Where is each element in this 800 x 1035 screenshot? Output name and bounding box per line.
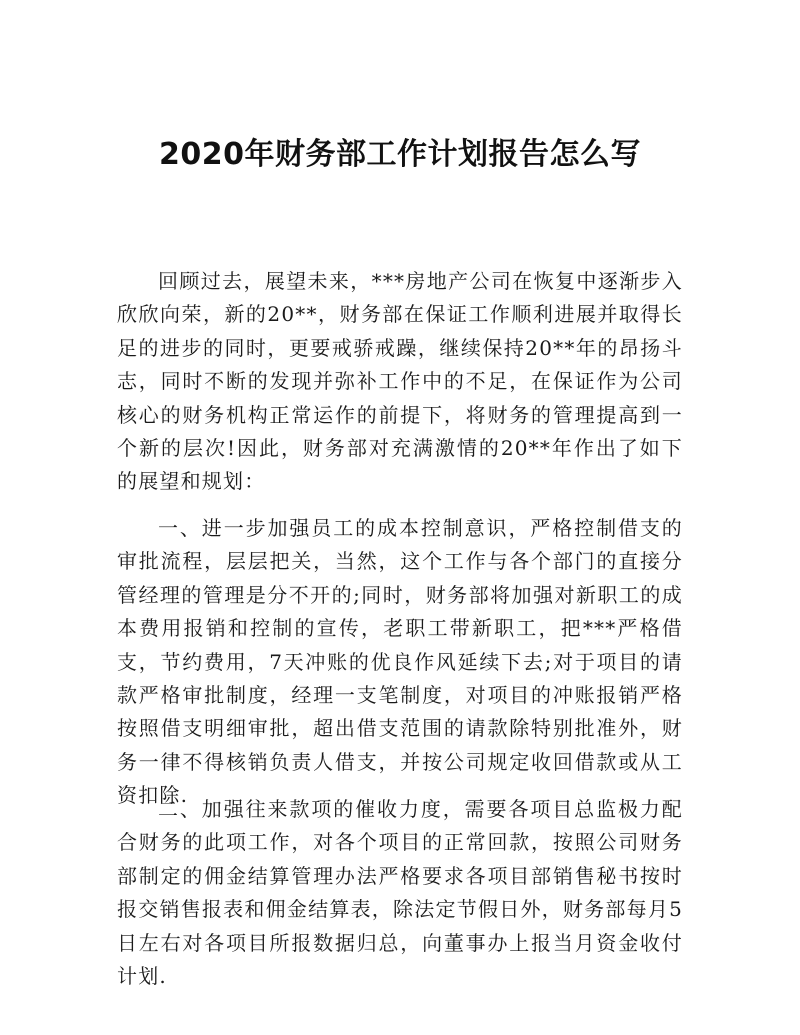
paragraph-item-two: 二、加强往来款项的催收力度，需要各项目总监极力配合财务的此项工作，对各个项目的正常回款，按照公司财务部制定的佣金结算管理办法严格要求各项目部销售秘书按时报交销售报表和佣金结算表，除法定节假日外，财务部每月5日左右对各项目所报数据归总，向董事办上报当月资金收付计划. xyxy=(117,797,683,989)
paragraph-item-one: 一、进一步加强员工的成本控制意识，严格控制借支的审批流程，层层把关，当然，这个工作与各个部门的直接分管经理的管理是分不开的;同时，财务部将加强对新职工的成本费用报销和控制的宣传，老职工带新职工，把***严格借支，节约费用，7天冲账的优良作风延续下去;对于项目的请款严格审批制度，经理一支笔制度，对项目的冲账报销严格按照借支明细审批，超出借支范围的请款除特别批准外，财务一律不得核销负责人借支，并按公司规定收回借款或从工资扣除. xyxy=(117,516,683,808)
document-title: 2020年财务部工作计划报告怎么写 xyxy=(159,137,641,172)
paragraph-intro: 回顾过去，展望未来，***房地产公司在恢复中逐渐步入欣欣向荣，新的20**，财务部在保证工作顺利进展并取得长足的进步的同时，更要戒骄戒躁，继续保持20**年的昂扬斗志，同时不断的发现并弥补工作中的不足，在保证作为公司核心的财务机构正常运作的前提下，将财务的管理提高到一个新的层次!因此，财务部对充满激情的20**年作出了如下的展望和规划： xyxy=(117,269,683,494)
